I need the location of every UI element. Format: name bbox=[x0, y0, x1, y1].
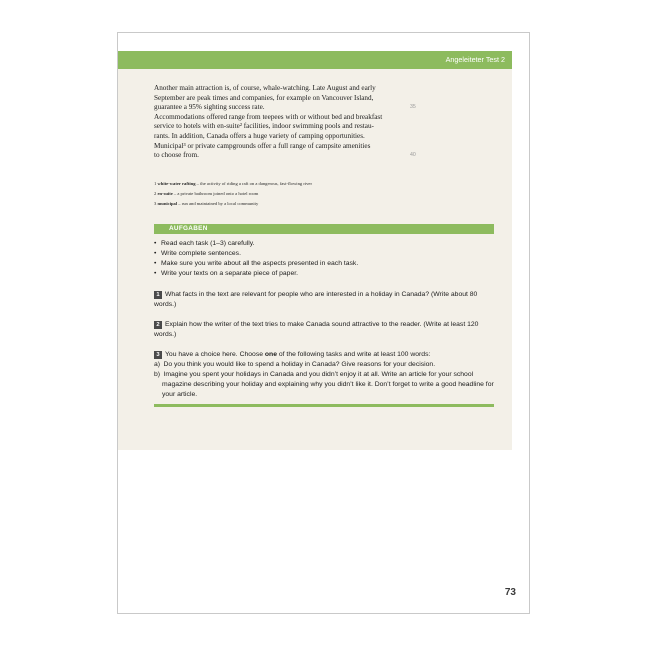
footnote: 2 en-suite – a private bathroom joined onto a hotel room bbox=[154, 190, 259, 196]
section-end-rule bbox=[154, 404, 494, 407]
task-number-badge: 2 bbox=[154, 321, 162, 329]
task-option-a: a) Do you think you would like to spend a holiday in Canada? Give reasons for your decision. bbox=[154, 361, 436, 368]
instructions-list bbox=[154, 239, 494, 279]
page-number: 73 bbox=[504, 587, 516, 598]
article-line: to choose from. 40 bbox=[154, 151, 416, 160]
footnotes bbox=[154, 179, 454, 208]
line-number: 35 bbox=[410, 104, 416, 111]
line-number: 40 bbox=[410, 152, 416, 159]
book-page bbox=[117, 32, 530, 614]
task-2 bbox=[154, 320, 496, 340]
task-number-badge: 1 bbox=[154, 291, 162, 299]
article-line: rants. In addition, Canada offers a huge variety of camping opportunities. bbox=[154, 131, 365, 140]
task-text: What facts in the text are relevant for people who are interested in a holiday in Canada? (Write about 80 words.) bbox=[154, 291, 478, 308]
article-line: September are peak times and companies, for example on Vancouver Island, bbox=[154, 93, 374, 102]
task-option-b: b) Imagine you spent your holidays in Canada and you didn’t enjoy it at all. Write an article for your school magazine describing your holiday and explaining why you didn’t like it. Don’t forget to write a good headline for your article. bbox=[154, 371, 494, 398]
article-line: Accommodations offered range from teepees with or without bed and breakfast bbox=[154, 112, 383, 121]
list-item: • Make sure you write about all the aspects presented in each task. bbox=[154, 260, 359, 267]
article-line: guarantee a 95% sighting success rate. 35 bbox=[154, 103, 416, 112]
task-1 bbox=[154, 290, 496, 310]
article-text bbox=[154, 84, 418, 161]
task-number-badge: 3 bbox=[154, 351, 162, 359]
chapter-header: Angeleiteter Test 2 bbox=[118, 51, 512, 69]
article-line: Another main attraction is, of course, whale-watching. Late August and early bbox=[154, 84, 376, 92]
tasks-heading: AUFGABEN bbox=[154, 224, 494, 234]
article-line: Municipal³ or private campgrounds offer a full range of campsite amenities bbox=[154, 141, 371, 150]
task-3 bbox=[154, 350, 496, 400]
list-item: • Read each task (1–3) carefully. bbox=[154, 240, 255, 247]
footnote: 1 white-water rafting – the activity of riding a raft on a dangerous, fast-flowing river bbox=[154, 181, 312, 186]
task-intro: You have a choice here. Choose one of the following tasks and write at least 100 words: bbox=[165, 351, 431, 358]
article-line: service to hotels with en-suite² facilities, indoor swimming pools and restau- bbox=[154, 122, 374, 131]
list-item: • Write your texts on a separate piece of paper. bbox=[154, 270, 299, 277]
list-item: • Write complete sentences. bbox=[154, 250, 241, 257]
task-text: Explain how the writer of the text tries to make Canada sound attractive to the reader. (Write at least 120 words.) bbox=[154, 321, 479, 338]
footnote: 3 municipal – run and maintained by a local community bbox=[154, 200, 259, 206]
